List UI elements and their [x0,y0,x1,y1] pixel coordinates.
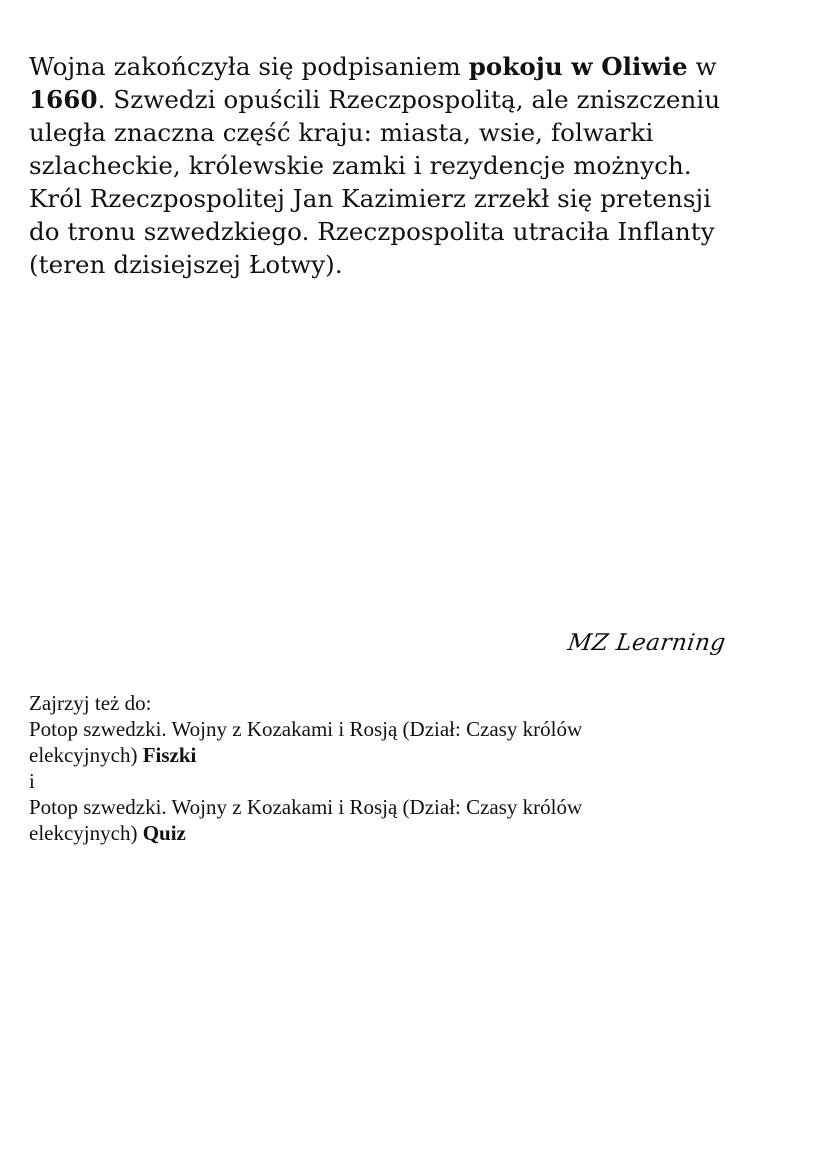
quiz-link-line2 [29,820,809,846]
treaty-name: pokoju w Oliwie [468,52,688,81]
flashcards-link-text: elekcyjnych) [29,743,143,767]
links-heading: Zajrzyj też do: [29,691,152,715]
treaty-year: 1660 [29,85,98,114]
flashcards-link[interactable] [29,716,809,768]
paragraph-line: Król Rzeczpospolitej Jan Kazimierz zrzekł się pretensji [29,184,712,213]
paragraph-text: w [687,52,717,81]
quiz-link[interactable] [29,794,809,846]
paragraph-line: do tronu szwedzkiego. Rzeczpospolita utraciła Inflanty [29,217,715,246]
related-links [29,690,809,846]
signature: MZ Learning [566,630,728,656]
paragraph-line: uległa znaczna część kraju: miasta, wsie, folwarki [29,118,654,147]
links-separator: i [29,769,35,793]
paragraph-text: . Szwedzi opuścili Rzeczpospolitą, ale zniszczeniu [97,85,721,114]
flashcards-link-line1: Potop szwedzki. Wojny z Kozakami i Rosją (Dział: Czasy królów [29,717,583,741]
main-paragraph [29,50,819,281]
paragraph-line: szlacheckie, królewskie zamki i rezydencje możnych. [29,151,692,180]
paragraph-line: (teren dzisiejszej Łotwy). [29,250,343,279]
quiz-link-line1: Potop szwedzki. Wojny z Kozakami i Rosją (Dział: Czasy królów [29,795,583,819]
paragraph-line [29,50,819,83]
paragraph-text: Wojna zakończyła się podpisaniem [29,52,469,81]
quiz-label: Quiz [142,821,186,845]
quiz-link-text: elekcyjnych) [29,821,143,845]
flashcards-label: Fiszki [142,743,197,767]
flashcards-link-line2 [29,742,809,768]
paragraph-line [29,83,819,116]
